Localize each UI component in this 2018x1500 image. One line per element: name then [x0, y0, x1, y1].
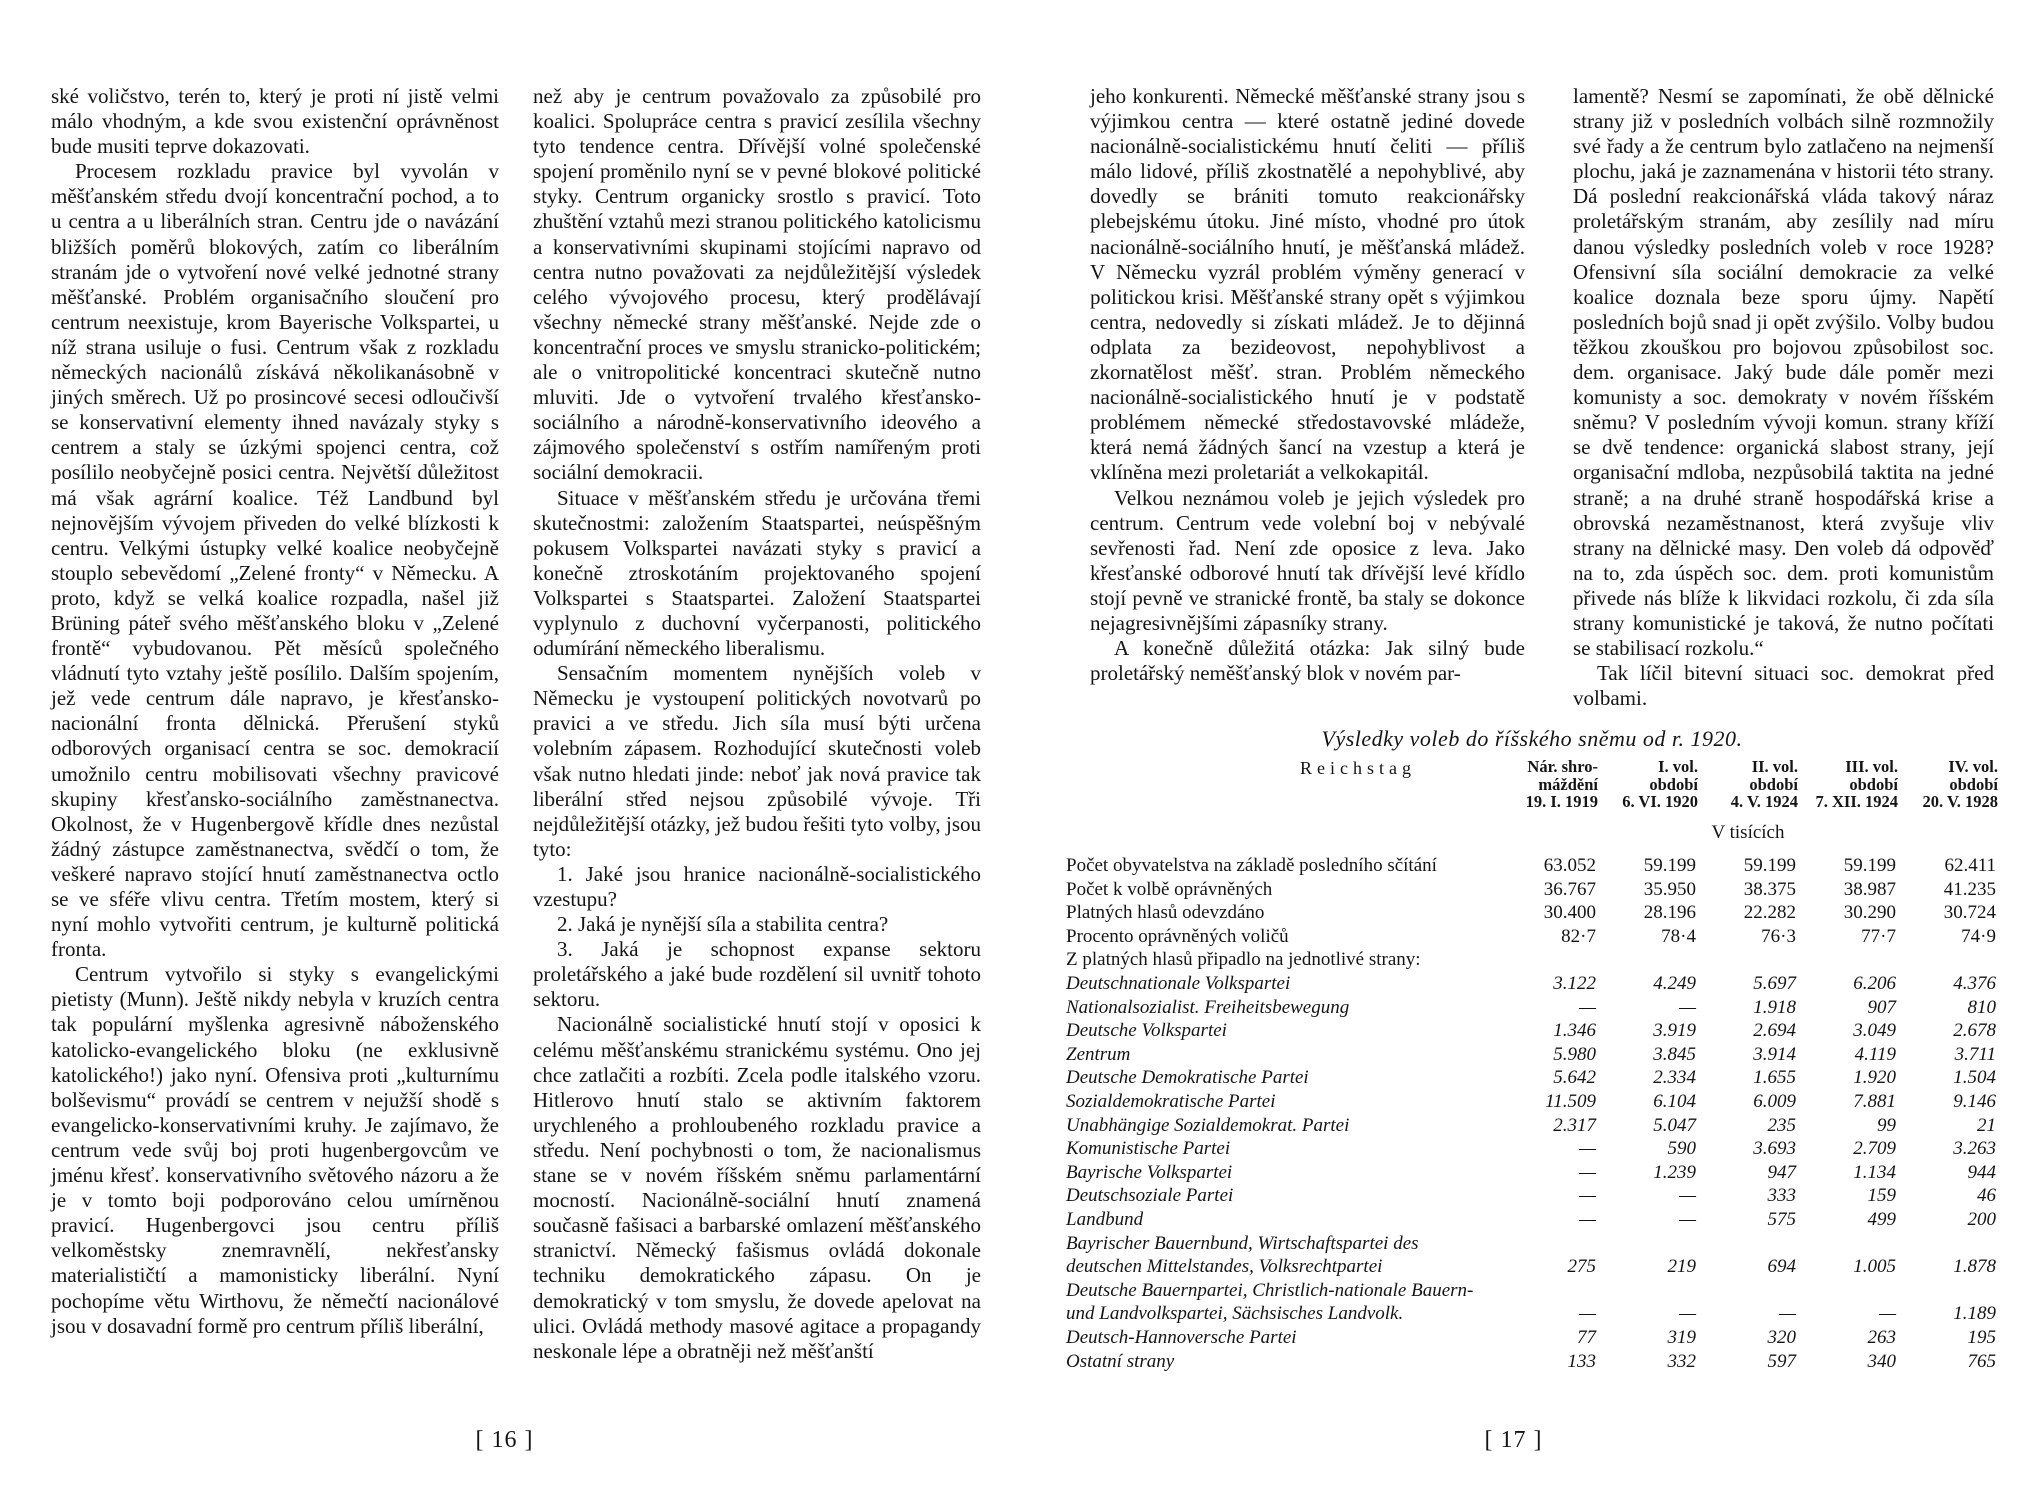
table-row: [1066, 1184, 1998, 1208]
cell-value: [1798, 948, 1898, 972]
cell-value: 5.047: [1653, 1114, 1696, 1136]
cell-value: 2.709: [1853, 1138, 1896, 1160]
cell-value: 319: [1667, 1326, 1696, 1348]
cell-value: 2.678: [1953, 1020, 1996, 1042]
cell-value: 30.400: [1543, 902, 1596, 924]
cell-value: 41.235: [1943, 878, 1996, 900]
cell-value: 235: [1767, 1114, 1796, 1136]
page-number: [ 16 ]: [475, 1427, 534, 1453]
paragraph: 2. Jaká je nynější síla a stabilita centra?: [557, 912, 889, 937]
cell-value: —: [1579, 1303, 1596, 1325]
cell-value: [1698, 948, 1798, 972]
cell-value: 82·7: [1561, 925, 1596, 947]
table-row: [1066, 1137, 1998, 1161]
table-header-row: [1066, 758, 1998, 811]
column-header: III. vol. období 7. XII. 1924: [1815, 757, 1898, 811]
cell-value: —: [1879, 1303, 1896, 1325]
cell-value: 3.122: [1553, 973, 1596, 995]
cell-value: 28.196: [1643, 902, 1696, 924]
cell-value: 275: [1567, 1256, 1596, 1278]
table-row: [1066, 1350, 1998, 1374]
row-label: Unabhängige Sozialdemokrat. Partei: [1066, 1114, 1350, 1136]
cell-value: 575: [1767, 1209, 1796, 1230]
cell-value: 765: [1967, 1350, 1996, 1372]
table-row: [1066, 1019, 1998, 1043]
paragraph: ské voličstvo, terén to, který je proti ní jistě velmi málo vhodným, a kde svou existenční oprávněnost bude musiti teprve dokazovati.: [51, 84, 499, 159]
table-row: [1066, 948, 1998, 972]
cell-value: 944: [1967, 1161, 1996, 1183]
cell-value: —: [1779, 1303, 1796, 1325]
table-row: [1066, 1279, 1998, 1326]
cell-value: 1.504: [1953, 1067, 1996, 1089]
cell-value: 59.199: [1743, 855, 1796, 877]
cell-value: 5.980: [1553, 1043, 1596, 1065]
cell-value: 21: [1977, 1114, 1996, 1136]
paragraph: jeho konkurenti. Německé měšťanské strany jsou s výjimkou centra — které ostatně jediné dovede nacionálně-socialistickému hnutí čeliti — příliš málo lidové, příliš zkostnatělé a nepohyblivé, aby dovedly se brániti tomuto reakcionářsky plebejskému útoku. Jiné místo, vhodné pro útok nacionálně-sociálního hnutí, je měšťanská mládež. V Německu vyzrál problém výměny generací v politickou krisi. Měšťanské strany opět s výjimkou centra, nedovedly si získati mládež. Je to dějinná odplata za bezideovost, nepohyblivost a zkornatělost měšť. stran. Problém německého nacionálně-socialistického hnutí je v podstatě problémem německé středostavovské mládeže, která nemá žádných šancí na vzestup a která je vklíněna mezi proletariát a velkokapitál.: [1090, 84, 1525, 485]
table-row: [1066, 854, 1998, 878]
cell-value: 1.346: [1553, 1020, 1596, 1042]
table-row: [1066, 1326, 1998, 1350]
cell-value: —: [1579, 1161, 1596, 1183]
cell-value: 9.146: [1953, 1091, 1996, 1113]
row-label: Deutschsoziale Partei: [1066, 1185, 1234, 1207]
cell-value: 59.199: [1643, 855, 1696, 877]
cell-value: 320: [1767, 1326, 1796, 1348]
row-label: Počet obyvatelstva na základě posledního sčítání: [1066, 855, 1437, 877]
cell-value: —: [1579, 1209, 1596, 1230]
cell-value: 3.693: [1753, 1138, 1796, 1160]
cell-value: 333: [1767, 1185, 1796, 1207]
cell-value: 1.920: [1853, 1067, 1896, 1089]
left-page-column-1: [51, 84, 499, 1339]
row-label: Nationalsozialist. Freiheitsbewegung: [1066, 996, 1350, 1018]
table-body: [1066, 854, 1998, 1373]
cell-value: 3.914: [1753, 1043, 1796, 1065]
table-row: [1066, 996, 1998, 1020]
left-page-column-2: [533, 84, 981, 1364]
cell-value: 332: [1667, 1350, 1696, 1372]
cell-value: 59.199: [1843, 855, 1896, 877]
column-header: II. vol. období 4. V. 1924: [1730, 757, 1798, 811]
cell-value: 7.881: [1853, 1091, 1896, 1113]
cell-value: 200: [1967, 1209, 1996, 1230]
cell-value: [1598, 948, 1698, 972]
cell-value: —: [1579, 1185, 1596, 1207]
cell-value: 133: [1567, 1350, 1596, 1372]
cell-value: 6.104: [1653, 1091, 1696, 1113]
row-label: Procento oprávněných voličů: [1066, 925, 1289, 947]
cell-value: 1.878: [1953, 1256, 1996, 1278]
row-label: Komunistische Partei: [1066, 1138, 1231, 1160]
row-label: Deutschnationale Volkspartei: [1066, 973, 1291, 995]
cell-value: 5.697: [1753, 973, 1796, 995]
cell-value: 22.282: [1743, 902, 1796, 924]
paragraph: lamentě? Nesmí se zapomínati, že obě dělnické strany již v posledních volbách silně rozmnožily své řady a že centrum bylo zatlačeno na nejmenší plochu, jaká je zaznamenána v historii této strany. Dá poslední reakcionářská vláda takový náraz proletářským stranám, aby zesílily nad míru danou výsledky posledních voleb v roce 1928? Ofensivní síla sociální demokracie za velké koalice doznala beze sporu újmy. Napětí posledních bojů snad ji opět zvýšilo. Volby budou těžkou zkouškou pro bojovou způsobilost soc. dem. organisace. Jaký bude dále poměr mezi komunisty a soc. demokraty v novém říšském sněmu? V posledním vývoji komun. strany kříží se dvě tendence: organická slabost strany, její organisační mdloba, nezpůsobilá taktita na jedné straně; a na druhé straně hospodářská krise a obrovská nezaměstnanost, která zvyšuje vliv strany na dělnické masy. Den voleb dá odpověď na to, zda úspěch soc. dem. proti komunistům přivede nás blíže k likvidaci rozkolu, či zda síla strany komunistické je taková, že nutno počítati se stabilisací rozkolu.“: [1573, 84, 1994, 661]
cell-value: 35.950: [1643, 878, 1696, 900]
cell-value: 810: [1967, 996, 1996, 1018]
cell-value: 499: [1867, 1209, 1896, 1230]
row-label: Deutsche Demokratische Partei: [1066, 1067, 1309, 1089]
cell-value: 30.724: [1943, 902, 1996, 924]
paragraph: Tak líčil bitevní situaci soc. demokrat před volbami.: [1573, 661, 1994, 711]
table-row: [1066, 878, 1998, 902]
cell-value: 6.009: [1753, 1091, 1796, 1113]
cell-value: 63.052: [1543, 855, 1596, 877]
row-label: Počet k volbě oprávněných: [1066, 878, 1273, 900]
table-header-label: Reichstag: [1300, 758, 1416, 778]
row-label: Ostatní strany: [1066, 1350, 1175, 1372]
cell-value: 77·7: [1861, 925, 1896, 947]
row-label: Landbund: [1066, 1209, 1144, 1230]
cell-value: 219: [1667, 1256, 1696, 1278]
table-row: [1066, 1232, 1998, 1279]
cell-value: 11.509: [1545, 1091, 1596, 1113]
table-row: [1066, 1066, 1998, 1090]
cell-value: 4.249: [1653, 973, 1696, 995]
paragraph: 3. Jaká je schopnost expanse sektoru proletářského a jaké bude rozdělení sil uvnitř tohoto sektoru.: [533, 937, 981, 1012]
cell-value: 3.049: [1853, 1020, 1896, 1042]
cell-value: [1498, 948, 1598, 972]
paragraph: A konečně důležitá otázka: Jak silný bude proletářský neměšťanský blok v novém par-: [1090, 636, 1525, 686]
row-label: Zentrum: [1066, 1043, 1131, 1065]
cell-value: 78·4: [1661, 925, 1696, 947]
row-label: Sozialdemokratische Partei: [1066, 1091, 1276, 1113]
cell-value: 340: [1867, 1350, 1896, 1372]
cell-value: —: [1679, 1303, 1696, 1325]
column-header: IV. vol. období 20. V. 1928: [1922, 757, 1998, 811]
row-label: Z platných hlasů připadlo na jednotlivé strany:: [1066, 949, 1421, 971]
election-results-table: [1066, 726, 1998, 1373]
cell-value: 36.767: [1543, 878, 1596, 900]
paragraph: než aby je centrum považovalo za způsobilé pro koalici. Spolupráce centra s pravicí zesílila všechny tyto tendence centra. Dřívější volné společenské spojení proměnilo nyní se v pevné blokové politické styky. Centrum organicky srostlo s pravicí. Toto zhuštění vztahů mezi stranou politického katolicismu a konservativními skupinami stojícími napravo od centra nutno považovati za nejdůležitější výsledek celého vývojového procesu, který prodělávají všechny německé strany měšťanské. Nejde zde o koncentrační proces ve smyslu stranicko-politickém; ale o vnitropolitické koncentraci skutečně nutno mluviti. Jde o vytvoření trvalého křesťansko-sociálního a národně-konservativního ideového a zájmového společenství s ostřím namířeným proti sociální demokracii.: [533, 84, 981, 485]
row-label: Deutsch-Hannoversche Partei: [1066, 1326, 1297, 1348]
cell-value: 76·3: [1761, 925, 1796, 947]
cell-value: 3.263: [1953, 1138, 1996, 1160]
cell-value: 195: [1967, 1326, 1996, 1348]
page-number: [ 17 ]: [1484, 1427, 1543, 1453]
row-label: Deutsche Volkspartei: [1066, 1020, 1227, 1042]
row-label: Bayrische Volkspartei: [1066, 1161, 1233, 1183]
cell-value: 590: [1667, 1138, 1696, 1160]
cell-value: 1.918: [1753, 996, 1796, 1018]
paragraph: Velkou neznámou voleb je jejich výsledek pro centrum. Centrum vede volební boj v nebývalé sevřenosti řad. Není zde oposice z leva. Jako křesťanské odborové hnutí tak dřívější levé křídlo stojí pevně ve stranické frontě, ba staly se dokonce nejagresivnějšími zápasníky strany.: [1090, 485, 1525, 635]
table-row: [1066, 925, 1998, 949]
results-table: [1066, 758, 1998, 1373]
paragraph: Procesem rozkladu pravice byl vyvolán v měšťanském středu dvojí koncentrační pochod, a to u centra a u liberálních stran. Centru jde o navázání bližších poměrů blokových, zatím co liberálním stranám jde o vytvoření nové velké jednotné strany měšťanské. Problém organisačního sloučení pro centrum neexistuje, krom Bayerische Volkspartei, u níž strana usiluje o fusi. Centrum však z rozkladu německých nacionálů získává několikanásobně v jiných směrech. Už po prosincové secesi odloučivší se konservativní elementy ihned navázaly styky s centrem a staly se úzkými spojenci centra, což posílilo neobyčejně posici centra. Největší důležitost má však agrární koalice. Též Landbund byl nejnovějším vývojem přiveden do velké blízkosti k centru. Velkými ústupky velké koalice neobyčejně stouplo sebevědomí „Zelené fronty“ v Německu. A proto, když se velká koalice rozpadla, našel již Brüning páteř svého měšťanského bloku v „Zelené frontě“ vybudovanou. Pět měsíců společného vládnutí tyto vztahy ještě posílilo. Dalším spojením, jež vede centrum dále napravo, je křesťansko-nacionální fronta dělnická. Přerušení styků odborových organisací centra se soc. demokracií umožnilo centru mobilisovati všechny pravicové skupiny křesťansko-sociálního zaměstnanectva. Okolnost, že v Hugenbergově křídle dnes nezůstal žádný zástupce zaměstnanectva, svědčí o tom, že veškeré napravo stojící hnutí zaměstnanectva octlo se ve sféře vlivu centra. Třetím mostem, který si nyní mohlo vytvořiti centrum, je kulturně politická fronta.: [51, 159, 499, 962]
table-row: [1066, 1090, 1998, 1114]
cell-value: 694: [1767, 1256, 1796, 1278]
cell-value: 947: [1767, 1161, 1796, 1183]
cell-value: 2.317: [1553, 1114, 1596, 1136]
paragraph: 1. Jaké jsou hranice nacionálně-socialistického vzestupu?: [533, 861, 981, 911]
table-row: [1066, 901, 1998, 925]
row-label: Bayrischer Bauernbund, Wirtschaftspartei des deutschen Mittelstandes, Volksrechtpartei: [1066, 1232, 1419, 1278]
cell-value: —: [1579, 996, 1596, 1018]
cell-value: 38.987: [1843, 878, 1896, 900]
paragraph: Situace v měšťanském středu je určována třemi skutečnostmi: založením Staatspartei, neúspěšným pokusem Volkspartei navázati styky s pravicí a konečně ztroskotáním projektovaného spojení Volkspartei s Staatspartei. Založení Staatspartei vyplynulo z duchovní vyčerpanosti, politického odumírání německého liberalismu.: [533, 485, 981, 661]
cell-value: 1.005: [1853, 1256, 1896, 1278]
cell-value: 907: [1867, 996, 1896, 1018]
cell-value: 2.334: [1653, 1067, 1696, 1089]
cell-value: 159: [1867, 1185, 1896, 1207]
cell-value: 38.375: [1743, 878, 1796, 900]
cell-value: 1.239: [1653, 1161, 1696, 1183]
cell-value: 597: [1767, 1350, 1796, 1372]
cell-value: 3.711: [1954, 1043, 1996, 1065]
table-caption: Výsledky voleb do říšského sněmu od r. 1920.: [1321, 726, 1743, 751]
column-header: I. vol. období 6. VI. 1920: [1622, 757, 1698, 811]
cell-value: 4.119: [1854, 1043, 1896, 1065]
cell-value: 4.376: [1953, 973, 1996, 995]
cell-value: 2.694: [1753, 1020, 1796, 1042]
unit-row: [1066, 811, 1998, 855]
cell-value: 6.206: [1853, 973, 1896, 995]
cell-value: —: [1679, 996, 1696, 1018]
cell-value: 1.134: [1853, 1161, 1896, 1183]
table-row: [1066, 1043, 1998, 1067]
right-page-column-2: [1573, 84, 1994, 711]
cell-value: 3.919: [1653, 1020, 1696, 1042]
cell-value: 3.845: [1653, 1043, 1696, 1065]
cell-value: [1898, 948, 1998, 972]
cell-value: 99: [1877, 1114, 1896, 1136]
paragraph: Nacionálně socialistické hnutí stojí v oposici k celému měšťanskému stranickému systému. Ono jej chce zatlačiti a rozbíti. Zcela podle italského vzoru. Hitlerovo hnutí stalo se aktivním faktorem urychleného a prohloubeného rozkladu pravice a středu. Není pochybnosti o tom, že nacionalismus stane se v novém říšském sněmu parlamentární mocností. Nacionálně-sociální hnutí znamená současně fašisaci a barbarské omlazení měšťanského stranictví. Německý fašismus ovládá dokonale techniku demokratického zápasu. On je demokratický v tom smyslu, že dovede apelovat na ulici. Ovládá methody masové agitace a propagandy neskonale lépe a obratněji než měšťanští: [533, 1012, 981, 1363]
table-row: [1066, 972, 1998, 996]
cell-value: 77: [1577, 1326, 1596, 1348]
right-page-column-1: [1090, 84, 1525, 686]
cell-value: 263: [1867, 1326, 1896, 1348]
paragraph: Centrum vytvořilo si styky s evangelickými pietisty (Munn). Ještě nikdy nebyla v kruzích centra tak populární myšlenka agresivně náboženského katolicko-evangelického bloku (ne exklusivně katolického!) jako nyní. Ofensiva proti „kulturnímu bolševismu“ provádí se centrem v nejužší shodě s evangelicko-konservativními kruhy. Je zajímavo, že centrum vede svůj boj proti hugenbergovcům ve jménu křesť. konservativního světového názoru a že je v tomto boji podporováno celou umírněnou pravicí. Hugenbergovci jsou centru příliš velkoměstsky znemravnělí, nekřesťansky materialističtí a mamonisticky liberální. Nyní pochopíme větu Wirthovu, že němečtí nacionálové jsou v dosavadní formě pro centrum příliš liberální,: [51, 962, 499, 1338]
table-row: [1066, 1114, 1998, 1138]
cell-value: —: [1679, 1185, 1696, 1207]
cell-value: 1.189: [1953, 1303, 1996, 1325]
column-header: Nár. shro- máždění 19. I. 1919: [1525, 757, 1598, 811]
table-row: [1066, 1161, 1998, 1185]
paragraph: Sensačním momentem nynějších voleb v Německu je vystoupení politických novotvarů po pravici a ve středu. Jich síla musí býti určena volebním zápasem. Rozhodující skutečnosti voleb však nutno hledati jinde: neboť jak nová pravice tak liberální střed nejsou způsobilé vývoje. Tři nejdůležitější otázky, jež budou řešiti tyto volby, jsou tyto:: [533, 661, 981, 861]
cell-value: —: [1679, 1209, 1696, 1230]
cell-value: —: [1579, 1138, 1596, 1160]
unit-label: V tisících: [1711, 821, 1785, 843]
row-label: Deutsche Bauernpartei, Christlich-nationale Bauern- und Landvolkspartei, Sächsisches Landvolk.: [1066, 1279, 1474, 1325]
table-row: [1066, 1208, 1998, 1232]
cell-value: 46: [1977, 1185, 1996, 1207]
right-page: [1009, 0, 2018, 1500]
row-label: Platných hlasů odevzdáno: [1066, 902, 1265, 924]
cell-value: 5.642: [1553, 1067, 1596, 1089]
cell-value: 62.411: [1944, 855, 1996, 877]
cell-value: 30.290: [1843, 902, 1896, 924]
cell-value: 74·9: [1961, 925, 1996, 947]
cell-value: 1.655: [1753, 1067, 1796, 1089]
